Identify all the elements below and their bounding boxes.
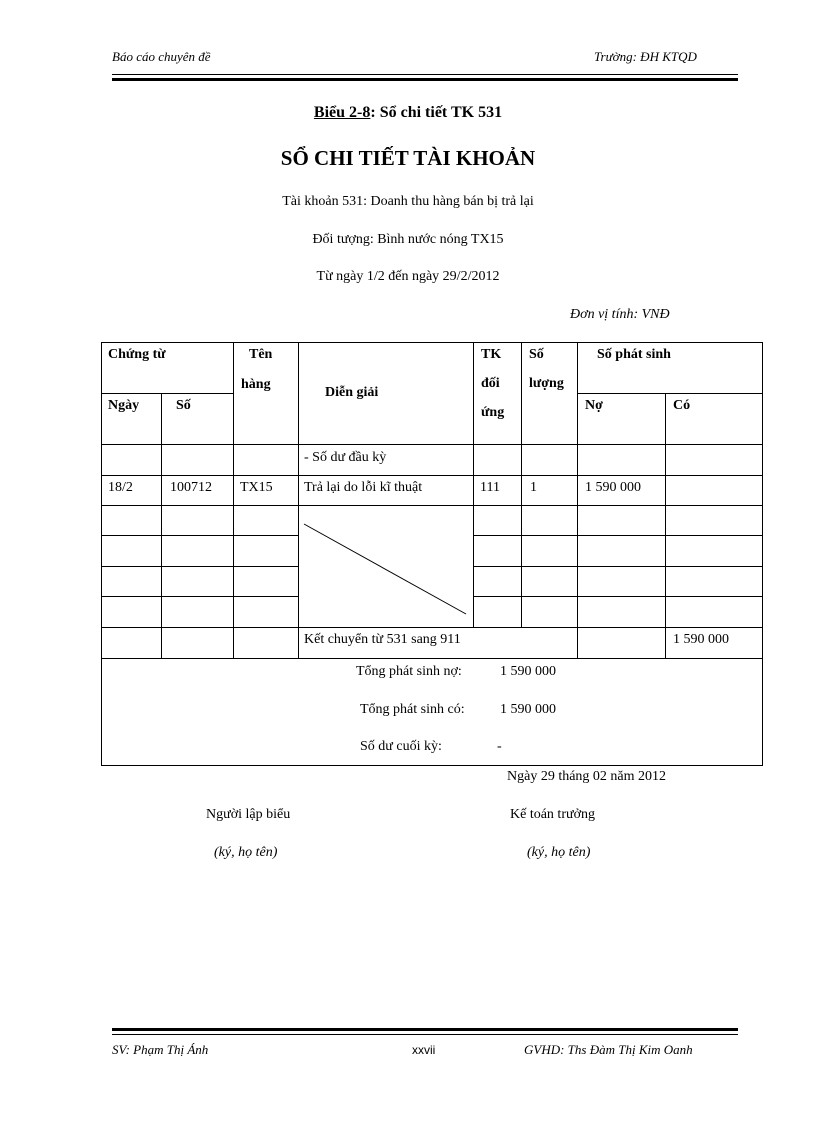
account-line: Tài khoản 531: Doanh thu hàng bán bị trả lại <box>282 194 534 209</box>
header-so-luong-1: Số <box>529 347 544 362</box>
page-number: xxvii <box>412 1043 436 1057</box>
footer-student: SV: Phạm Thị Ánh <box>112 1042 209 1057</box>
chief-accountant-note: (ký, họ tên) <box>527 845 591 860</box>
unit-line: Đơn vị tính: VNĐ <box>570 307 670 322</box>
header-tk-1: TK <box>481 347 502 362</box>
caption-label: Biểu 2-8 <box>313 104 371 121</box>
header-so-phat-sinh: Số phát sinh <box>597 347 671 362</box>
row-ngay: 18/2 <box>108 480 133 495</box>
row-tk: 111 <box>480 480 500 495</box>
row-no: 1 590 000 <box>585 480 641 495</box>
header-left: Báo cáo chuyên đề <box>112 49 211 64</box>
row-dien-giai: Trả lại do lỗi kĩ thuật <box>304 480 423 495</box>
transfer-label: Kết chuyển từ 531 sang 911 <box>304 632 461 647</box>
closing-balance-label: Số dư cuối kỳ: <box>360 739 442 754</box>
header-dien-giai: Diễn giải <box>325 385 379 400</box>
total-debit-value: 1 590 000 <box>500 664 556 679</box>
row-so-luong: 1 <box>530 480 537 495</box>
footer-rule-thin <box>112 1034 738 1035</box>
period-line: Từ ngày 1/2 đến ngày 29/2/2012 <box>316 269 500 284</box>
opening-balance-label: - Số dư đầu kỳ <box>304 450 387 465</box>
caption-rest: : Sổ chi tiết TK 531 <box>370 104 503 121</box>
transfer-co: 1 590 000 <box>673 632 729 647</box>
preparer-title: Người lập biểu <box>206 807 291 822</box>
header-tk-3: ứng <box>481 405 505 420</box>
row-so: 100712 <box>170 480 212 495</box>
chief-accountant-title: Kế toán trưởng <box>510 807 595 822</box>
header-no: Nợ <box>585 398 603 413</box>
total-debit-label: Tổng phát sinh nợ: <box>356 664 462 679</box>
preparer-note: (ký, họ tên) <box>214 845 278 860</box>
row-ten-hang: TX15 <box>240 480 273 495</box>
closing-balance-value: - <box>497 739 502 754</box>
footer-rule-thick <box>112 1028 738 1031</box>
header-co: Có <box>673 398 691 413</box>
header-right: Trường: ĐH KTQD <box>594 49 697 64</box>
footer-advisor: GVHD: Ths Đàm Thị Kim Oanh <box>524 1042 693 1057</box>
header-ten-hang-1: Tên <box>249 347 273 362</box>
header-so-luong-2: lượng <box>529 376 564 391</box>
total-credit-label: Tổng phát sinh có: <box>360 702 465 717</box>
header-ngay: Ngày <box>108 398 140 413</box>
header-ten-hang-2: hàng <box>241 377 271 392</box>
blank-rows-slash <box>304 524 466 614</box>
total-credit-value: 1 590 000 <box>500 702 556 717</box>
date-line: Ngày 29 tháng 02 năm 2012 <box>507 769 667 784</box>
header-so: Số <box>176 398 191 413</box>
header-tk-2: đối <box>481 376 500 391</box>
page-title: SỔ CHI TIẾT TÀI KHOẢN <box>280 146 536 170</box>
object-line: Đối tượng: Bình nước nóng TX15 <box>312 232 504 247</box>
header-chung-tu: Chứng từ <box>108 347 166 362</box>
